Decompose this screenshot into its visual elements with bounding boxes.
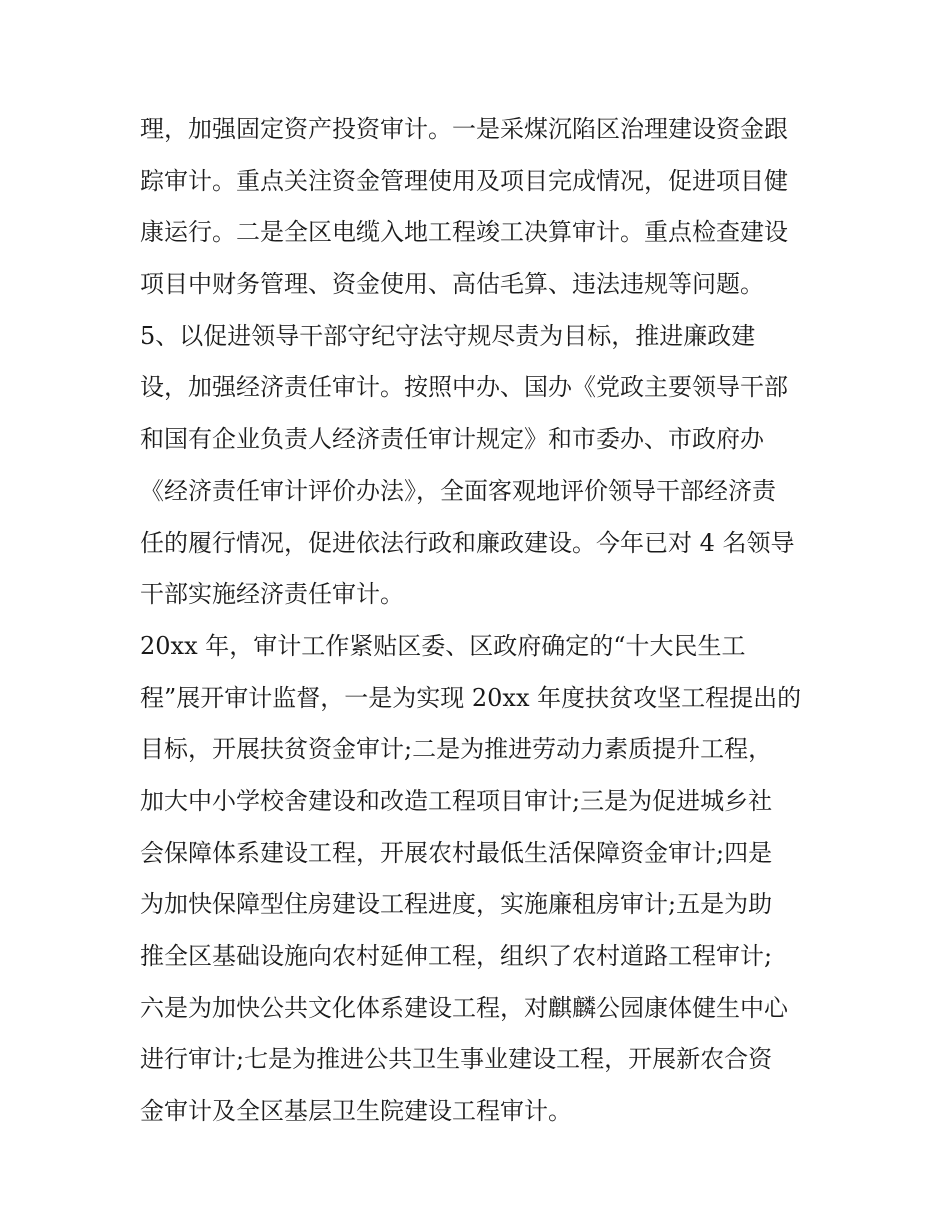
text-line: 康运行。二是全区电缆入地工程竣工决算审计。重点检查建设 <box>140 218 788 247</box>
text-line: 程”展开审计监督，一是为实现 20xx 年度扶贫攻坚工程提出的 <box>140 683 802 712</box>
text-line: 理，加强固定资产投资审计。一是采煤沉陷区治理建设资金跟 <box>140 115 788 143</box>
text-line: 推全区基础设施向农村延伸工程，组织了农村道路工程审计; <box>140 942 773 970</box>
text-line: 任的履行情况，促进依法行政和廉政建设。今年已对 4 名领导 <box>140 528 795 557</box>
text-line: 和国有企业负责人经济责任审计规定》和市委办、市政府办 <box>140 425 764 454</box>
text-line: 项目中财务管理、资金使用、高估毛算、违法违规等问题。 <box>140 270 764 299</box>
text-line: 干部实施经济责任审计。 <box>140 580 404 609</box>
text-line: 设，加强经济责任审计。按照中办、国办《党政主要领导干部 <box>140 373 788 402</box>
text-line: 5、以促进领导干部守纪守法守规尽责为目标，推进廉政建 <box>140 321 756 350</box>
text-line: 会保障体系建设工程，开展农村最低生活保障资金审计;四是 <box>140 838 773 867</box>
text-line: 为加快保障型住房建设工程进度，实施廉租房审计;五是为助 <box>140 890 773 919</box>
text-line: 《经济责任审计评价办法》，全面客观地评价领导干部经济责 <box>140 476 776 505</box>
document-body <box>140 104 820 1138</box>
text-line: 进行审计;七是为推进公共卫生事业建设工程，开展新农合资 <box>140 1045 773 1074</box>
text-line: 20xx 年，审计工作紧贴区委、区政府确定的“十大民生工 <box>140 631 746 660</box>
text-line: 金审计及全区基层卫生院建设工程审计。 <box>140 1097 572 1126</box>
text-line: 目标，开展扶贫资金审计;二是为推进劳动力素质提升工程， <box>140 735 773 764</box>
text-line: 加大中小学校舍建设和改造工程项目审计;三是为促进城乡社 <box>140 786 773 815</box>
text-line: 六是为加快公共文化体系建设工程，对麒麟公园康体健生中心 <box>140 993 788 1022</box>
text-line: 踪审计。重点关注资金管理使用及项目完成情况，促进项目健 <box>140 166 788 195</box>
